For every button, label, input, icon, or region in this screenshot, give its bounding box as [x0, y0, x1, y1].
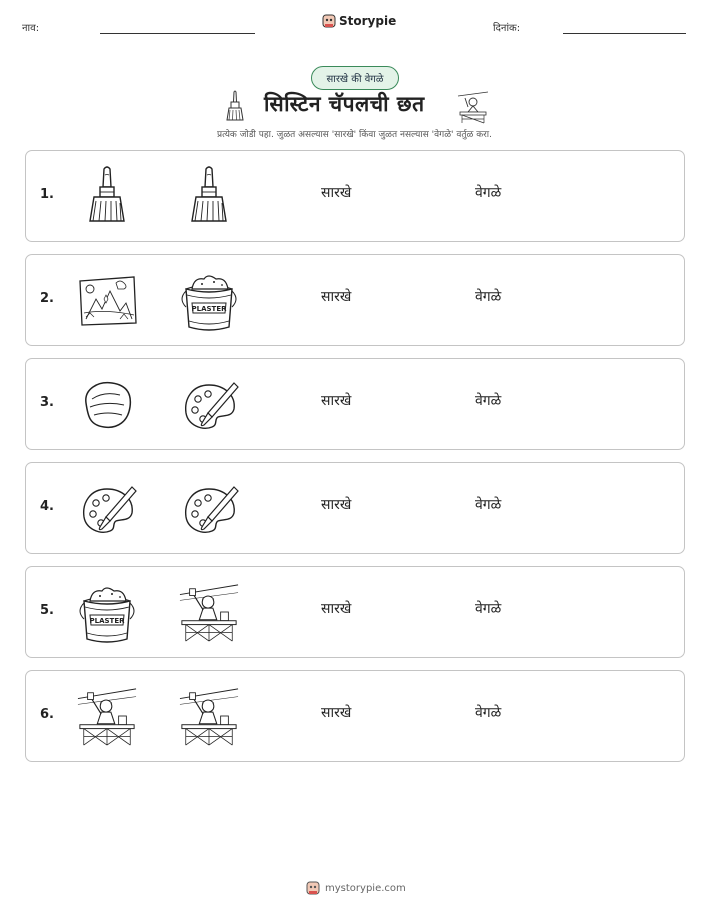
- palette-icon: [178, 371, 240, 437]
- footer: [306, 880, 406, 896]
- option-same[interactable]: सारखे: [321, 705, 352, 721]
- option-same[interactable]: सारखे: [321, 497, 352, 513]
- question-row-5: [25, 566, 685, 658]
- plaster-bucket-icon: [178, 267, 240, 333]
- row-number: 6.: [40, 707, 54, 722]
- paintbrush-icon: [223, 90, 247, 122]
- row-number: 2.: [40, 291, 54, 306]
- title-row: [0, 90, 709, 124]
- name-line: [100, 33, 255, 34]
- fresco-map-icon: [76, 267, 138, 333]
- question-row-3: [25, 358, 685, 450]
- palette-icon: [178, 475, 240, 541]
- plaster-lump-icon: [76, 371, 138, 437]
- option-same[interactable]: सारखे: [321, 185, 352, 201]
- painter-on-scaffold-icon: [178, 579, 240, 645]
- option-different[interactable]: वेगळे: [475, 393, 502, 409]
- date-label: दिनांक:: [493, 23, 521, 34]
- plaster-label: PLASTER: [89, 617, 125, 625]
- option-different[interactable]: वेगळे: [475, 289, 502, 305]
- row-number: 3.: [40, 395, 54, 410]
- page-title: सिस्टिन चॅपलची छत: [264, 92, 425, 116]
- palette-icon: [76, 475, 138, 541]
- option-same[interactable]: सारखे: [321, 289, 352, 305]
- row-number: 4.: [40, 499, 54, 514]
- question-row-6: [25, 670, 685, 762]
- question-row-2: [25, 254, 685, 346]
- category-tag: सारखे की वेगळे: [311, 66, 399, 90]
- row-number: 5.: [40, 603, 54, 618]
- footer-url[interactable]: mystorypie.com: [325, 882, 406, 894]
- instructions: प्रत्येक जोडी पहा. जुळत असल्यास 'सारखे' किंवा जुळत नसल्यास 'वेगळे' वर्तुळ करा.: [216, 130, 492, 140]
- brand-logo: [322, 13, 396, 29]
- plaster-label: PLASTER: [191, 305, 227, 313]
- brand-name: Storypie: [339, 14, 397, 28]
- name-label: नाव:: [22, 23, 40, 34]
- plaster-bucket-icon: [76, 579, 138, 645]
- option-same[interactable]: सारखे: [321, 393, 352, 409]
- paintbrush-icon: [76, 163, 138, 229]
- question-row-4: [25, 462, 685, 554]
- storypie-mascot-icon: [322, 13, 336, 29]
- option-different[interactable]: वेगळे: [475, 497, 502, 513]
- question-row-1: [25, 150, 685, 242]
- paintbrush-icon: [178, 163, 240, 229]
- painter-on-scaffold-icon: [178, 683, 240, 749]
- option-different[interactable]: वेगळे: [475, 601, 502, 617]
- storypie-mascot-icon: [306, 880, 320, 896]
- option-different[interactable]: वेगळे: [475, 185, 502, 201]
- painter-on-scaffold-icon: [76, 683, 138, 749]
- option-different[interactable]: वेगळे: [475, 705, 502, 721]
- date-line: [563, 33, 686, 34]
- option-same[interactable]: सारखे: [321, 601, 352, 617]
- row-number: 1.: [40, 187, 54, 202]
- painter-on-scaffold-icon: [456, 90, 490, 124]
